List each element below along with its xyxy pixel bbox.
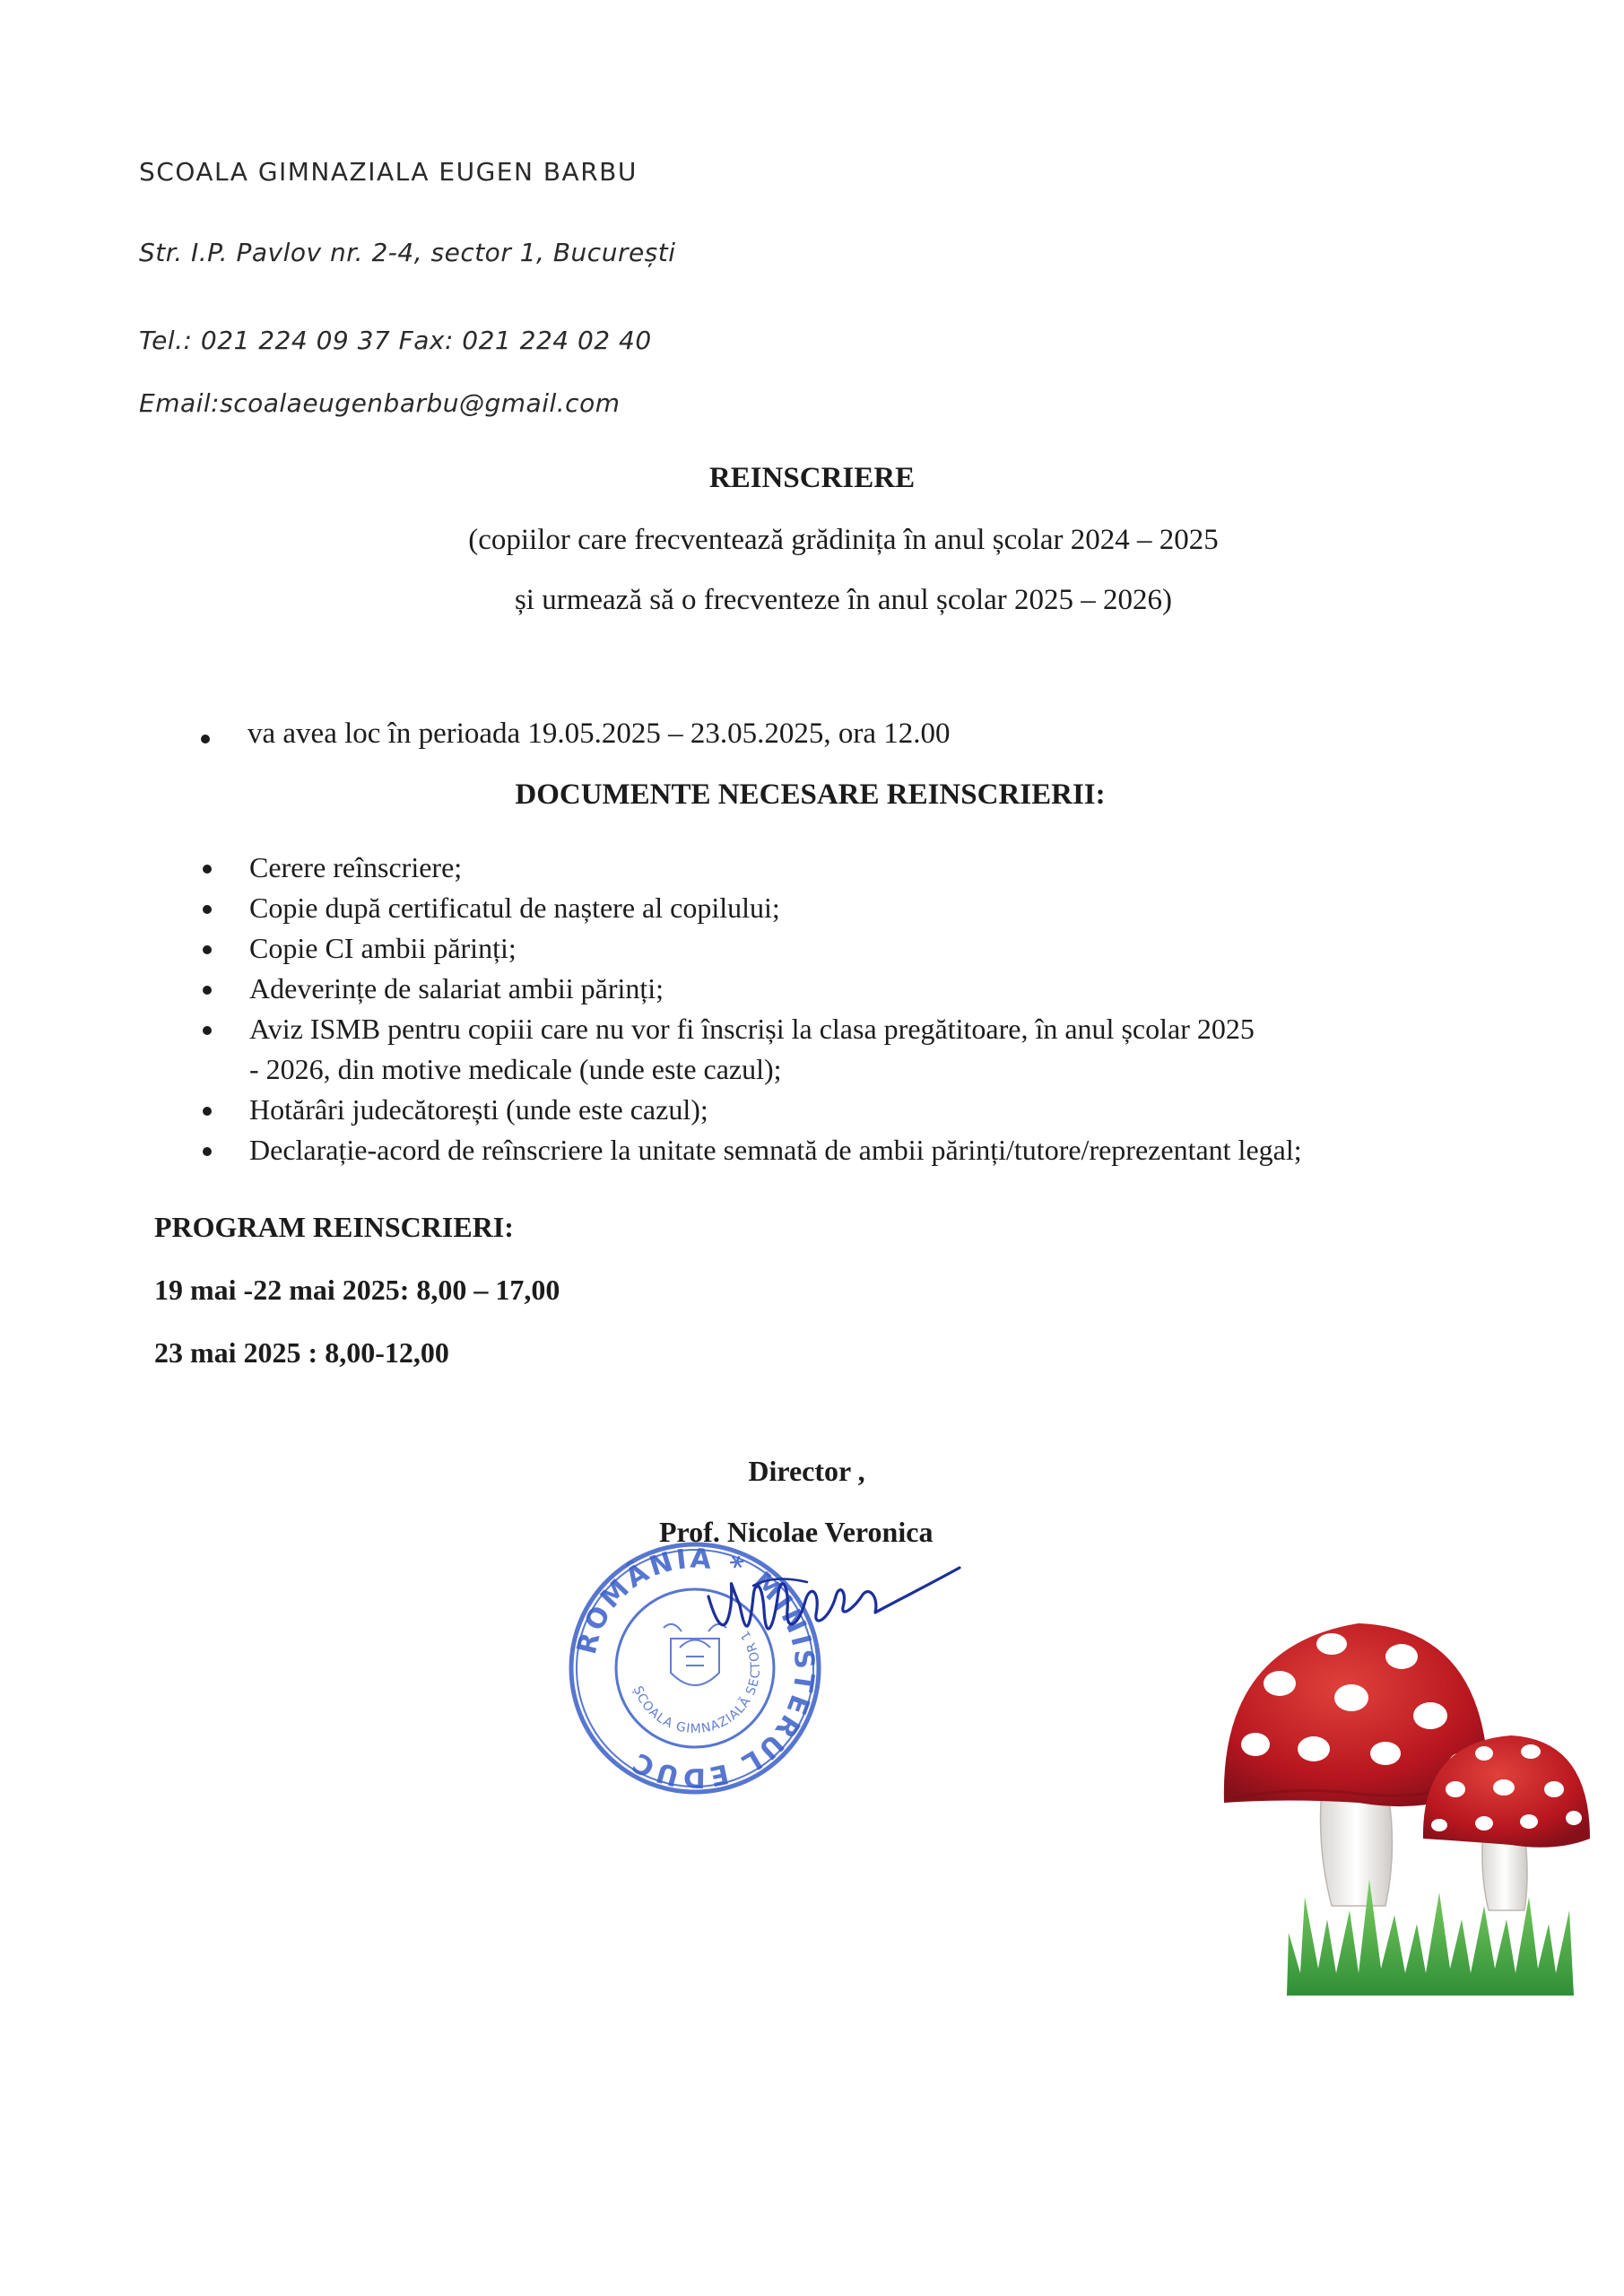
program-heading: PROGRAM REINSCRIERI: [154, 1211, 514, 1243]
period-bullet [197, 718, 951, 751]
bullet-icon [203, 905, 212, 914]
list-item: Copie CI ambii părinți; [197, 928, 1471, 969]
school-address: Str. I.P. Pavlov nr. 2-4, sector 1, București [139, 238, 676, 267]
bullet-icon [201, 735, 210, 744]
director-label: Director , [748, 1455, 865, 1487]
handwritten-signature [699, 1543, 968, 1659]
list-item: Declarație-acord de reînscriere la unitate semnată de ambii părinți/tutore/reprezentant legal; [197, 1130, 1471, 1170]
bullet-icon [203, 1147, 212, 1156]
bullet-icon [203, 986, 212, 995]
bullet-icon [203, 945, 212, 954]
list-item: Adeverințe de salariat ambii părinți; [197, 969, 1471, 1009]
list-item: Hotărâri judecătorești (unde este cazul); [197, 1090, 1471, 1130]
bullet-icon [203, 1107, 212, 1116]
list-item: Copie după certificatul de naștere al copilului; [197, 888, 1471, 928]
document-subtitle-line2: și urmează să o frecventeze în anul școlar 2025 – 2026) [514, 584, 1173, 616]
document-subtitle-line1: (copiilor care frecventează grădinița în anul școlar 2024 – 2025 [468, 524, 1219, 556]
bullet-icon [203, 1026, 212, 1035]
period-text: va avea loc în perioada 19.05.2025 – 23.05.2025, ora 12.00 [248, 718, 951, 750]
director-name: Prof. Nicolae Veronica [659, 1516, 934, 1548]
documents-list [197, 848, 1471, 1170]
mushrooms-illustration [1215, 1610, 1601, 2005]
school-name: SCOALA GIMNAZIALA EUGEN BARBU [139, 157, 638, 187]
bullet-icon [203, 865, 212, 874]
document-title: REINSCRIERE [708, 462, 916, 494]
school-email: Email:scoalaeugenbarbu@gmail.com [139, 388, 621, 418]
stamp-outer-text: ROMÂNIA * MINISTERUL EDUC [570, 1543, 821, 1794]
program-line-2: 23 mai 2025 : 8,00-12,00 [154, 1336, 449, 1369]
list-item: Cerere reînscriere; [197, 848, 1471, 888]
stamp-inner-text: ȘCOALA GIMNAZIALĂ SECTOR 1 [630, 1627, 764, 1737]
school-phone-fax: Tel.: 021 224 09 37 Fax: 021 224 02 40 [139, 326, 652, 355]
program-line-1: 19 mai -22 mai 2025: 8,00 – 17,00 [154, 1274, 560, 1306]
list-item: Aviz ISMB pentru copiii care nu vor fi înscriși la clasa pregătitoare, în anul școlar 2025 - 2026, din motive medicale (unde este cazul); [197, 1009, 1471, 1090]
documents-heading: DOCUMENTE NECESARE REINSCRIERII: [515, 778, 1106, 811]
